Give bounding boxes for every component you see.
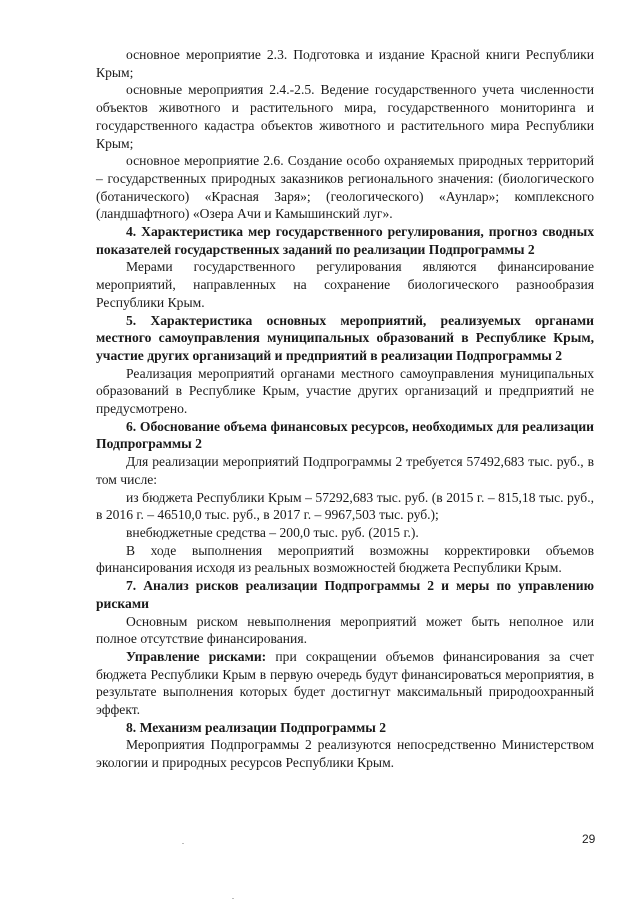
section-8-text: Мероприятия Подпрограммы 2 реализуются непосредственно Министерством экологии и природных ресурсов Республики Крым.: [96, 737, 594, 771]
item-2-4-2-5: основные мероприятия 2.4.-2.5. Ведение государственного учета численности объектов животного и растительного мира, государственного мониторинга и государственного кадастра объектов животного и растительного мира Республики Крым;: [96, 82, 594, 151]
section-4-text: Мерами государственного регулирования являются финансирование мероприятий, направленных на сохранение биологического разнообразия Республики Крым.: [96, 259, 594, 310]
risk-management-lead: Управление рисками:: [126, 648, 267, 664]
scan-speck: [182, 843, 184, 844]
risk-management-text: при сокращении объемов финансирования за счет бюджета Республики Крым в первую очередь будут финансироваться мероприятия, в результате выполнения которых будет достигнут максимальный природоохранный эффект.: [96, 648, 594, 718]
heading-section-8: 8. Механизм реализации Подпрограммы 2: [126, 719, 387, 735]
page-number: 29: [582, 832, 596, 846]
funding-budget: из бюджета Республики Крым – 57292,683 тыс. руб. (в 2015 г. – 815,18 тыс. руб., в 2016 г. – 46510,0 тыс. руб., в 2017 г. – 9967,503 тыс. руб.);: [96, 489, 594, 523]
funding-total: Для реализации мероприятий Подпрограммы 2 требуется 57492,683 тыс. руб., в том числе:: [96, 454, 594, 487]
funding-extrabudget: внебюджетные средства – 200,0 тыс. руб. (2015 г.).: [126, 524, 419, 540]
scan-speck: [232, 898, 234, 899]
funding-adjustments: В ходе выполнения мероприятий возможны корректировки объемов финансирования исходя из реальных возможностей бюджета Республики Крым.: [96, 542, 594, 576]
heading-section-4: 4. Характеристика мер государственного регулирования, прогноз сводных показателей государственных заданий по реализации Подпрограммы 2: [96, 224, 594, 257]
heading-section-5: 5. Характеристика основных мероприятий, реализуемых органами местного самоуправления муниципальных образований в Республике Крым, участие других организаций и предприятий в реализации Подпрограммы 2: [96, 312, 594, 363]
risk-main: Основным риском невыполнения мероприятий может быть неполное или полное отсутствие финансирования.: [96, 613, 594, 647]
item-2-3: основное мероприятие 2.3. Подготовка и издание Красной книги Республики Крым;: [96, 47, 594, 80]
heading-section-6: 6. Обоснование объема финансовых ресурсов, необходимых для реализации Подпрограммы 2: [96, 418, 594, 452]
document-body: [96, 46, 594, 772]
heading-section-7: 7. Анализ рисков реализации Подпрограммы 2 и меры по управлению рисками: [96, 578, 594, 611]
item-2-6: основное мероприятие 2.6. Создание особо охраняемых природных территорий – государственных природных заказников регионального значения: (биологического (ботанического) «Красная Заря»; (геологического) «Аунлар»; комплексного (ландшафтного) «Озера Ачи и Камышинский луг».: [96, 153, 594, 222]
section-5-text: Реализация мероприятий органами местного самоуправления муниципальных образований в Республике Крым, участие других организаций и предприятий не предусмотрено.: [96, 365, 594, 417]
risk-management: [96, 648, 594, 719]
